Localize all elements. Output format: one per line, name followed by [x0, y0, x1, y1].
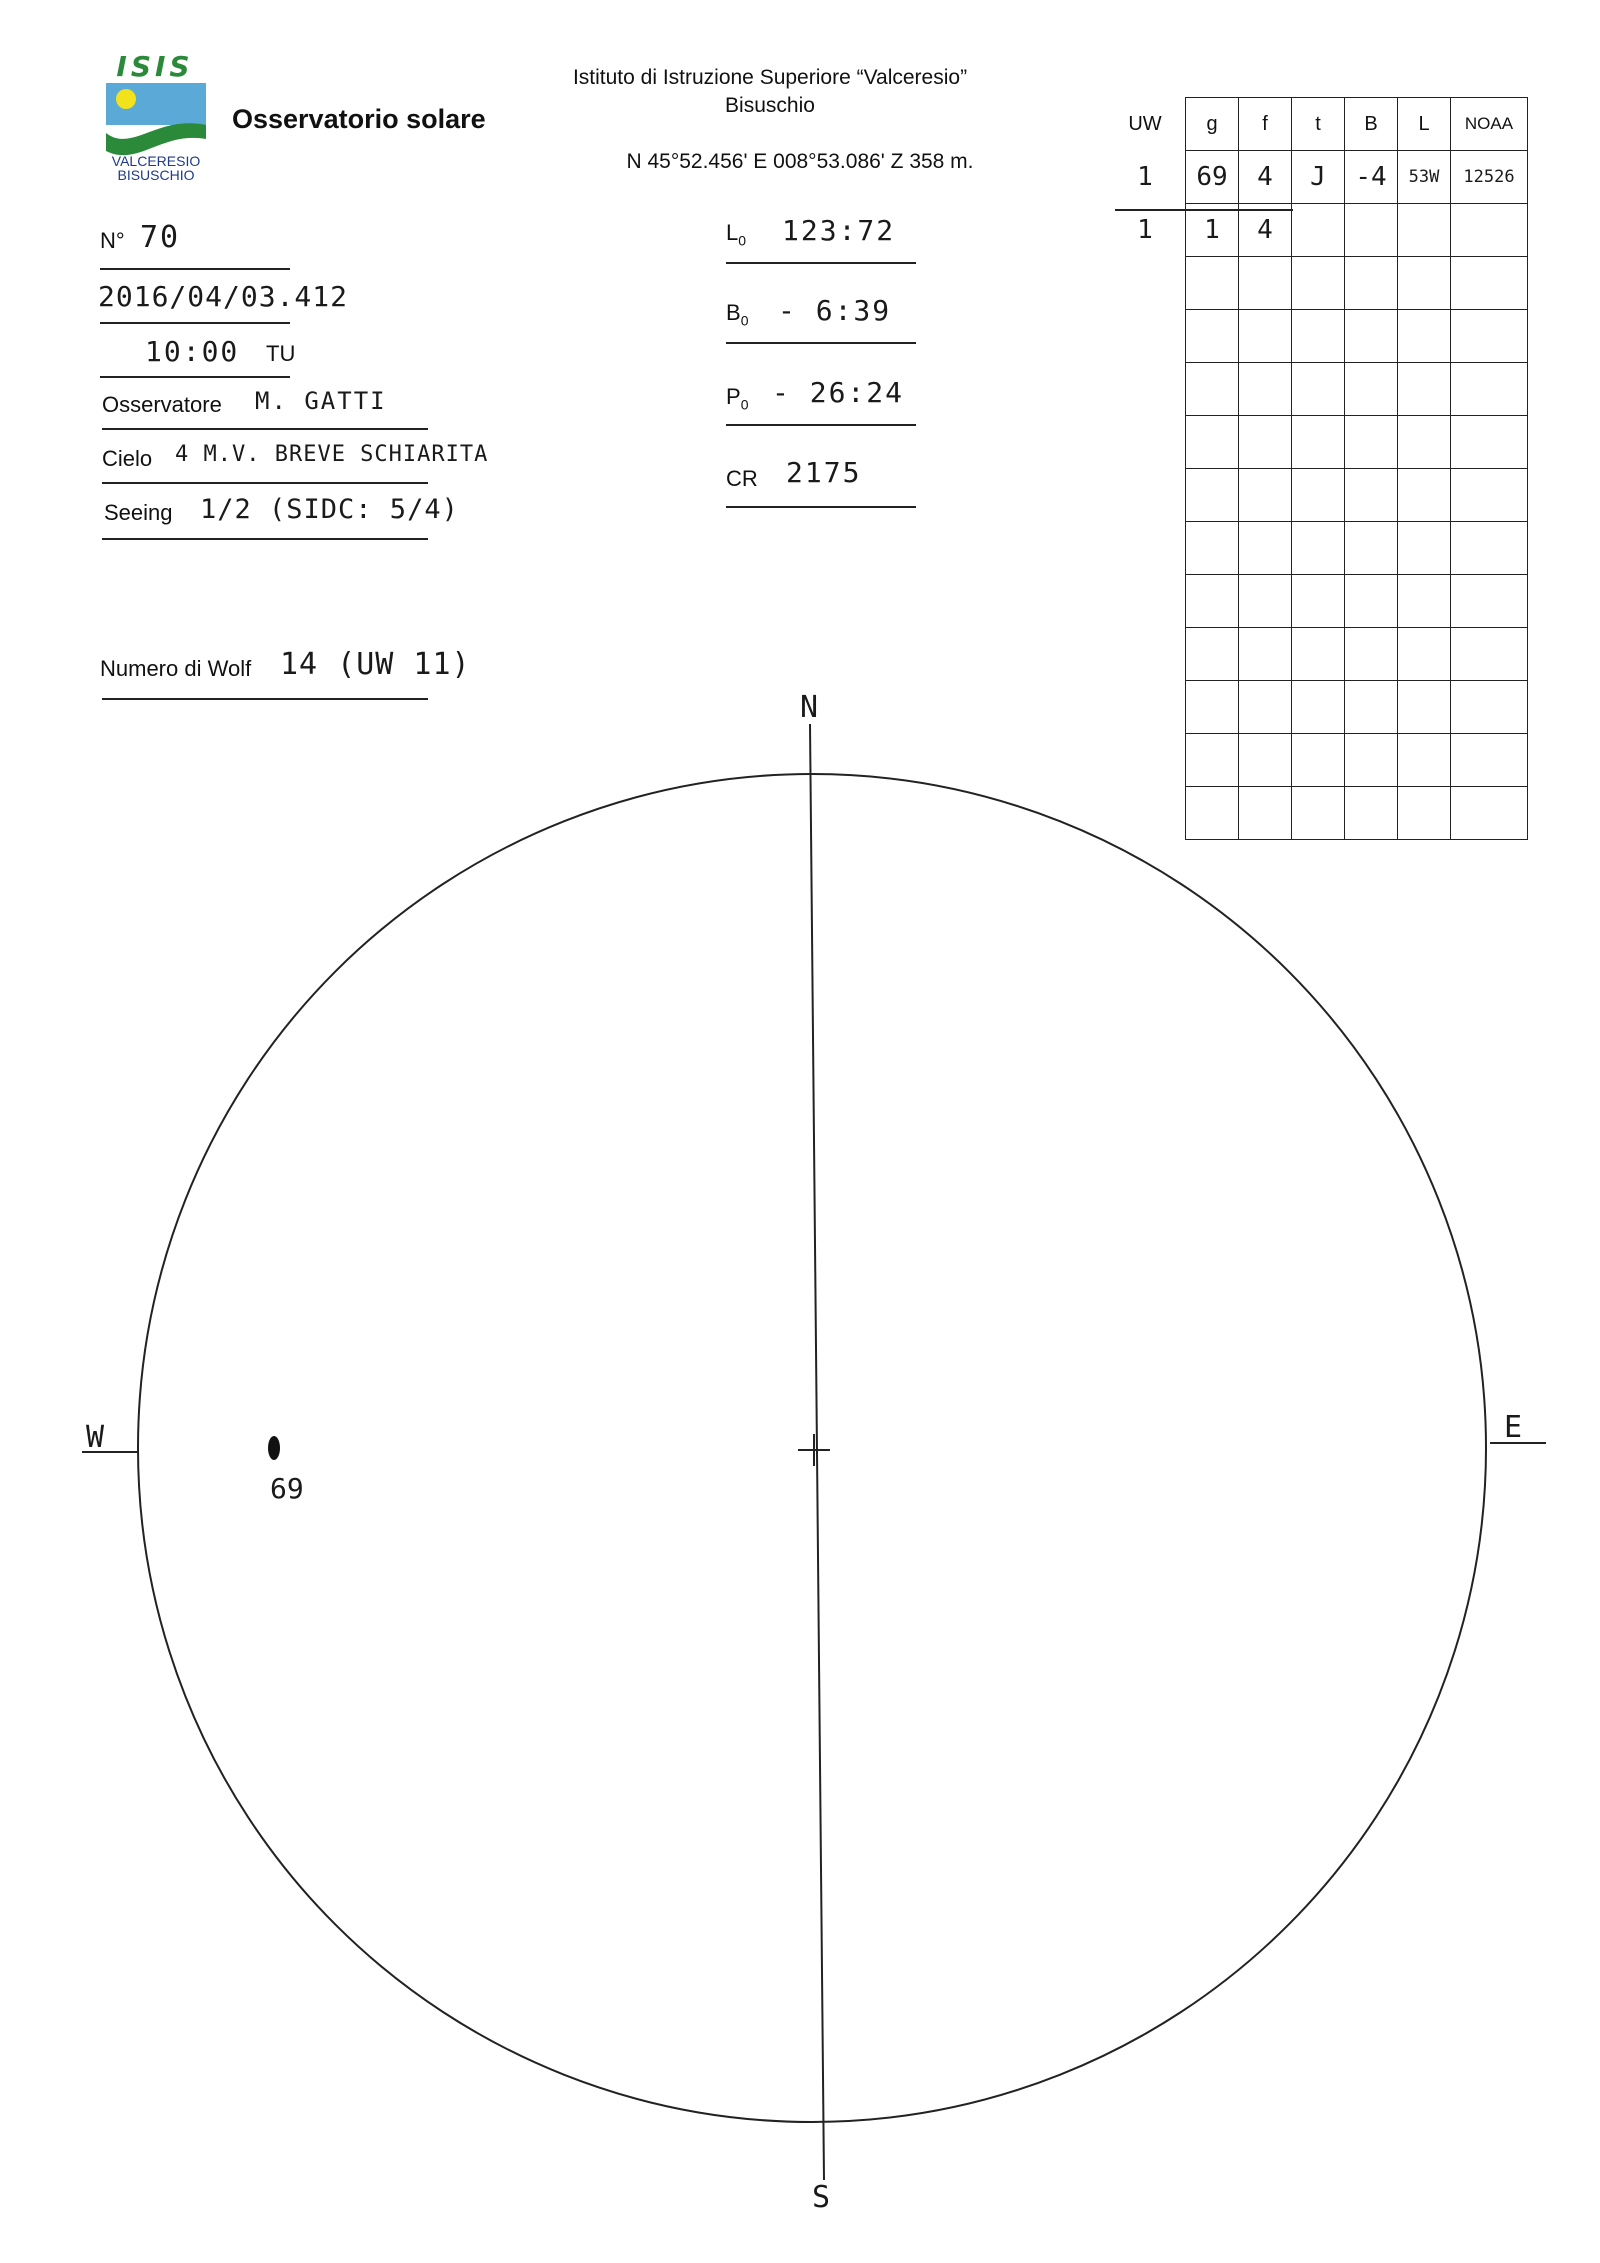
- header-noaa: NOAA: [1451, 98, 1528, 151]
- sky-label: Cielo: [102, 446, 153, 471]
- logo-wordmark: ISIS: [116, 50, 194, 83]
- P0-value: - 26:24: [772, 376, 905, 409]
- CR-label: CR: [726, 466, 758, 491]
- cell-f: 4: [1239, 151, 1292, 204]
- cell-g: 1: [1186, 204, 1239, 257]
- number-value: 70: [140, 220, 181, 255]
- CR-value: 2175: [786, 456, 862, 489]
- south-label: S: [812, 2180, 833, 2215]
- cell-noaa: 12526: [1451, 151, 1528, 204]
- page-title: Osservatorio solare: [232, 104, 486, 134]
- header-l: L: [1398, 98, 1451, 151]
- P0-label: $P_0$: [726, 384, 749, 413]
- header-uw: UW: [1128, 112, 1162, 135]
- cell-l: 53W: [1398, 151, 1451, 204]
- time-value: 10:00: [145, 335, 240, 368]
- sunspot-group-label: 69: [270, 1472, 304, 1505]
- date-value: 2016/04/03.412: [98, 280, 349, 313]
- seeing-value: 1/2 (SIDC: 5/4): [200, 494, 459, 525]
- B0-value: - 6:39: [778, 294, 892, 327]
- B0-label: $B_0$: [726, 300, 749, 329]
- observer-value: M. GATTI: [255, 387, 387, 415]
- logo-sub-line2: BISUSCHIO: [117, 167, 195, 183]
- header-g: g: [1186, 98, 1239, 151]
- wolf-number-value: 14 (UW 11): [280, 647, 471, 682]
- header-t: t: [1292, 98, 1345, 151]
- north-south-axis: [810, 724, 824, 2180]
- sky-value: 4 M.V. BREVE SCHIARITA: [175, 442, 489, 467]
- cell-uw: 1: [1137, 215, 1153, 245]
- north-label: N: [800, 690, 821, 725]
- cell-uw: 1: [1137, 162, 1153, 192]
- logo-sub-line1: VALCERESIO: [111, 153, 201, 169]
- institute-town: Bisuschio: [725, 94, 815, 117]
- institute-name: Istituto di Istruzione Superiore “Valceresio”: [572, 66, 968, 89]
- header-b: B: [1345, 98, 1398, 151]
- number-label: N°: [100, 228, 125, 253]
- time-unit: TU: [266, 341, 296, 366]
- L0-label: $L_0$: [726, 220, 747, 249]
- seeing-label: Seeing: [104, 500, 173, 525]
- observer-label: Osservatore: [102, 392, 222, 417]
- east-label: E: [1504, 1410, 1525, 1445]
- L0-value: 123:72: [782, 214, 896, 247]
- cell-b: -4: [1345, 151, 1398, 204]
- west-label: W: [86, 1420, 107, 1455]
- cell-g: 69: [1186, 151, 1239, 204]
- cell-f: 4: [1239, 204, 1292, 257]
- wolf-number-label: Numero di Wolf: [100, 656, 252, 681]
- cell-t: J: [1292, 151, 1345, 204]
- header-f: f: [1239, 98, 1292, 151]
- sunspot-mark: [268, 1436, 280, 1460]
- observatory-coordinates: N 45°52.456' E 008°53.086' Z 358 m.: [626, 150, 974, 173]
